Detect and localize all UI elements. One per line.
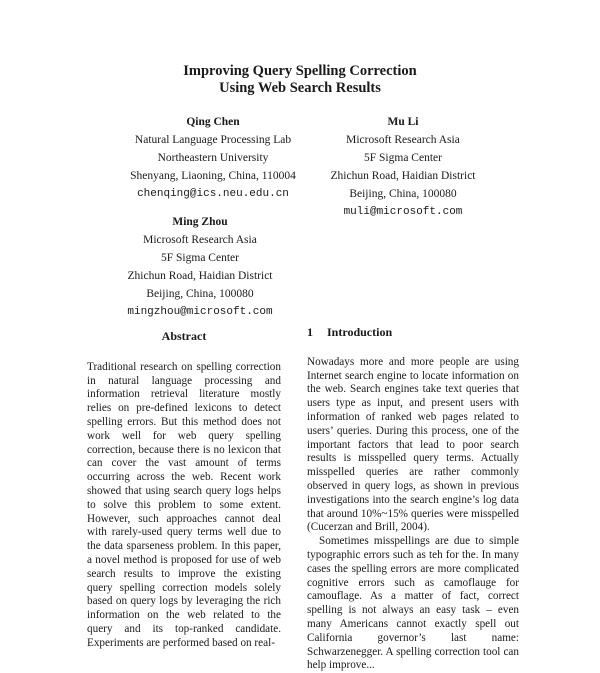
author-affiliation: 5F Sigma Center [364, 152, 442, 164]
abstract-text: Traditional research on spelling correction in natural language processing and information retrieval literature mostly relies on pre-defined lexicons to detect spelling errors. But this method does not work well for web query spelling correction, because there is no lexicon that can cover the vast amount of terms occurring across the web. Recent work showed that using search query logs helps to solve this problem to some extent. However, such approaches cannot deal with rarely-used query terms well due to the data sparseness problem. In this paper, a novel method is proposed for use of web search results to improve the existing query spelling correction models solely based on query logs by leveraging the rich information on the web related to the query and its top-ranked candidate. Experiments are performed based on real- [87, 360, 281, 649]
author-affiliation: Zhichun Road, Haidian District [330, 170, 476, 182]
abstract-heading: Abstract [161, 329, 207, 343]
author-affiliation: 5F Sigma Center [161, 252, 239, 264]
author-affiliation: Microsoft Research Asia [143, 234, 257, 246]
author-affiliation: Natural Language Processing Lab [134, 134, 292, 146]
paper-title [0, 63, 600, 97]
author-affiliation: Beijing, China, 100080 [146, 288, 254, 300]
intro-paragraph-2: Sometimes misspellings are due to simple typographic errors such as teh for the. In many cases the spelling errors are more complicated cognitive errors such as camoflauge for camouflage. As a matter of fact, correct spelling is not always an easy task – even many Americans cannot exactly spell out California governor’s last name: Schwarzenegger. A spelling correction tool can help improve... [307, 535, 519, 672]
section-heading-introduction [307, 326, 519, 340]
abstract-column [87, 326, 281, 651]
author-email[interactable]: mingzhou@microsoft.com [127, 306, 273, 318]
author-name: Mu Li [387, 116, 419, 128]
section-title: Introduction [327, 325, 393, 339]
author-affiliation: Beijing, China, 100080 [349, 188, 457, 200]
author-name: Qing Chen [186, 116, 240, 128]
author-block-ming-zhou [75, 213, 325, 321]
author-affiliation: Microsoft Research Asia [346, 134, 460, 146]
introduction-column [307, 326, 519, 673]
author-block-mu-li [278, 113, 528, 221]
author-email[interactable]: chenqing@ics.neu.edu.cn [137, 188, 289, 200]
author-name: Ming Zhou [172, 216, 228, 228]
section-number: 1 [307, 325, 313, 339]
author-affiliation: Shenyang, Liaoning, China, 110004 [130, 170, 296, 182]
author-affiliation: Northeastern University [157, 152, 269, 164]
paper-title-line-2: Using Web Search Results [219, 80, 381, 96]
author-email[interactable]: muli@microsoft.com [343, 206, 463, 218]
intro-paragraph-1: Nowadays more and more people are using Internet search engine to locate information on the web. Search engines take text queries that users type as input, and present users with information of ranked web pages related to users’ queries. During this process, one of the important factors that lead to poor search results is misspelled query terms. Actually misspelled queries are rather commonly observed in query logs, as shown in previous investigations into the search engine’s log data that around 10%~15% queries were misspelled (Cucerzan and Brill, 2004). [307, 355, 519, 534]
author-affiliation: Zhichun Road, Haidian District [127, 270, 273, 282]
paper-title-line-1: Improving Query Spelling Correction [183, 63, 417, 79]
